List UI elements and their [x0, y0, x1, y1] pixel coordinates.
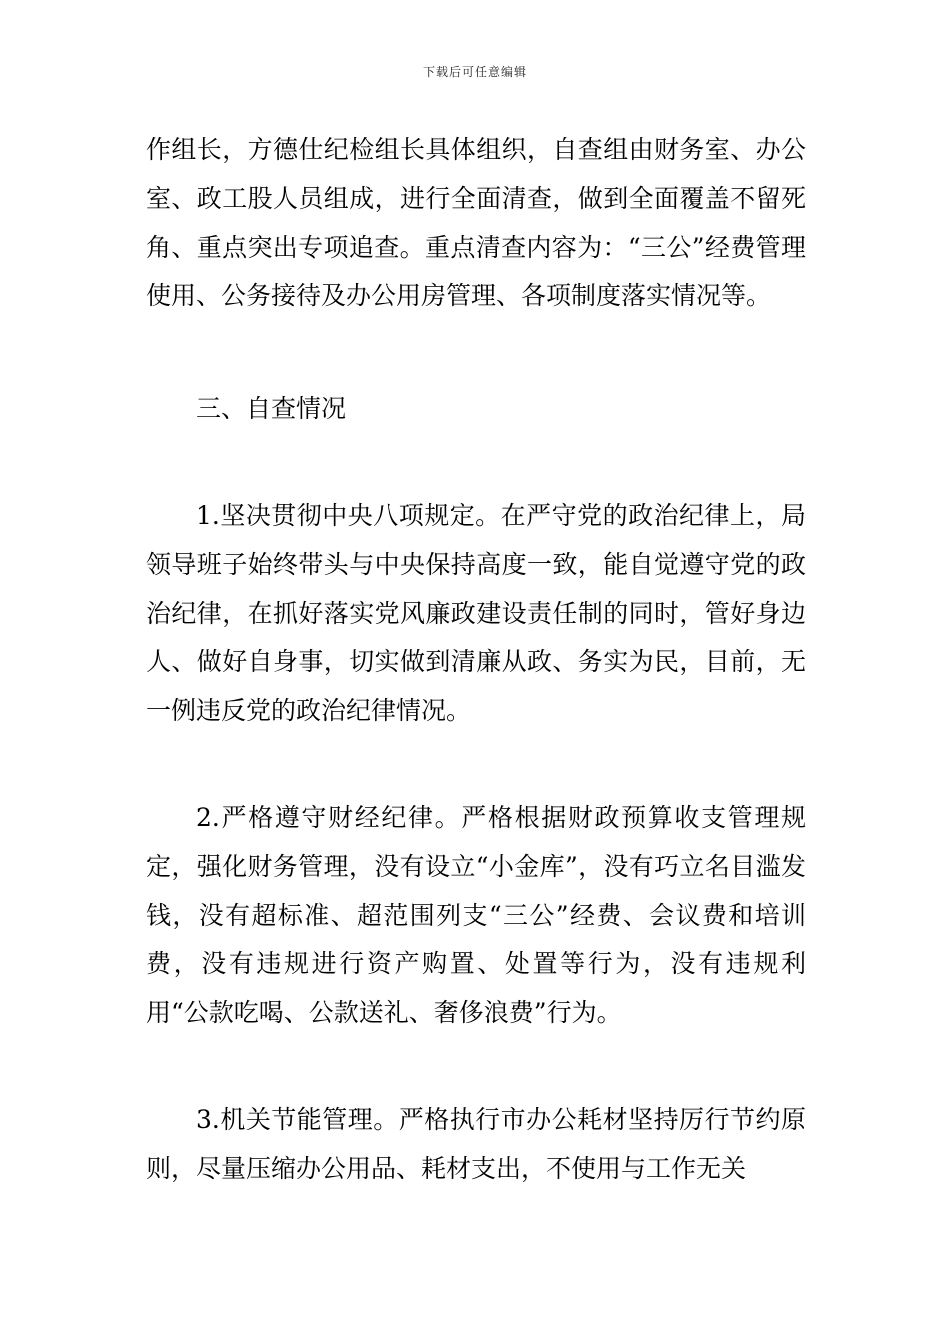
section-heading: 三、自查情况 [196, 394, 347, 424]
paragraph-item-2: 2.严格遵守财经纪律。严格根据财政预算收支管理规定，强化财务管理，没有设立“小金库”，没有巧立名目滥发钱，没有超标准、超范围列支“三公”经费、会议费和培训费，没有违规进行资产购置、处置等行为，没有违规利用“公款吃喝、公款送礼、奢侈浪费”行为。 [146, 802, 806, 1028]
paragraph-continuation: 作组长，方德仕纪检组长具体组织，自查组由财务室、办公室、政工股人员组成，进行全面清查，做到全面覆盖不留死角、重点突出专项追查。重点清查内容为：“三公”经费管理使用、公务接待及办公用房管理、各项制度落实情况等。 [146, 135, 806, 311]
page-header: 下载后可任意编辑 [422, 65, 527, 79]
paragraph-item-1: 1.坚决贯彻中央八项规定。在严守党的政治纪律上，局领导班子始终带头与中央保持高度一致，能自觉遵守党的政治纪律，在抓好落实党风廉政建设责任制的同时，管好身边人、做好自身事，切实做到清廉从政、务实为民，目前，无一例违反党的政治纪律情况。 [146, 500, 806, 726]
paragraph-item-3: 3.机关节能管理。严格执行市办公耗材坚持厉行节约原则，尽量压缩办公用品、耗材支出，不使用与工作无关 [146, 1104, 806, 1183]
document-body [146, 126, 806, 1194]
